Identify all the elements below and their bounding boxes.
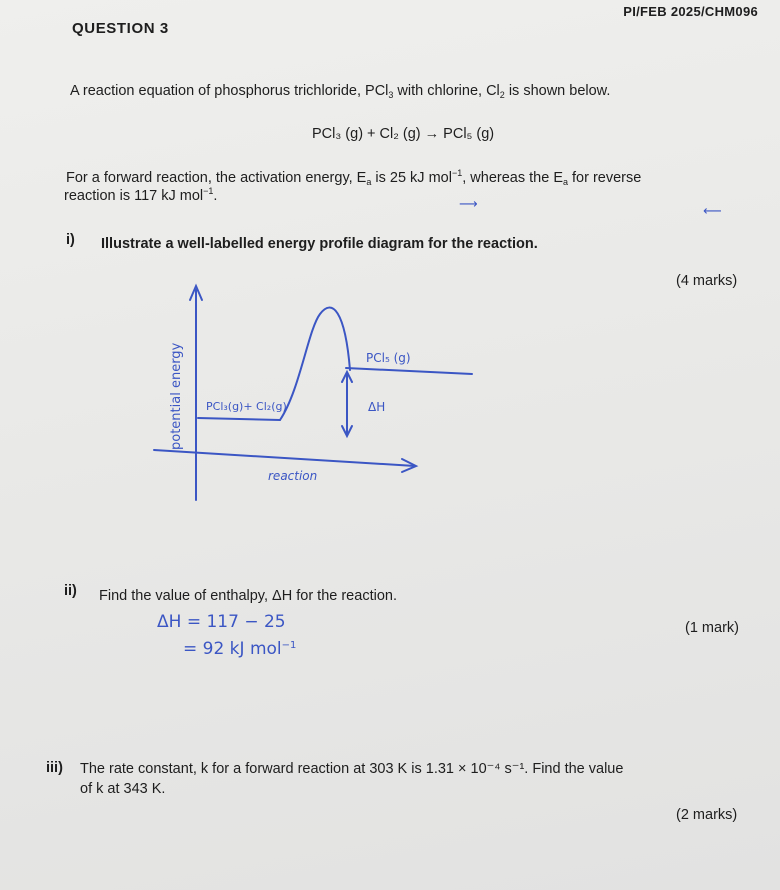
answer-line-1: ΔH = 117 − 25 [157, 612, 286, 632]
y-axis-label: potential energy [169, 342, 184, 450]
x-axis-line [154, 450, 415, 466]
part-iii-marks: (2 marks) [676, 807, 738, 823]
intro-line-1: A reaction equation of phosphorus trichloride, PCl$_3$ with chlorine, $Cl_2$ is shown below. [70, 83, 611, 100]
delta-h-label: ΔH [368, 400, 386, 414]
intro-line-3: reaction is 117 kJ mol$^{-1}$. [64, 186, 218, 204]
reactant-level [198, 418, 280, 420]
part-ii-label: ii) [64, 583, 77, 599]
part-ii-marks: (1 mark) [685, 620, 739, 636]
part-ii-text: Find the value of enthalpy, ΔH for the reaction. [99, 588, 397, 604]
answer-line-2: = 92 kJ mol$^{-1}$ [183, 639, 297, 659]
activation-curve [280, 308, 350, 420]
part-i-marks: (4 marks) [676, 273, 738, 289]
intro-line-2: For a forward reaction, the activation energy, $E_a$ is 25 kJ mol$^{-1}$, whereas the $E_a$ for reverse [66, 168, 642, 187]
part-iii-text-2: of k at 343 K. [80, 781, 166, 797]
reverse-arrow-mark: ⟵ [703, 203, 722, 218]
product-label: PCl₅ (g) [366, 351, 411, 365]
document-code: PI/FEB 2025/CHM096 [623, 4, 758, 19]
part-i-text: Illustrate a well-labelled energy profile diagram for the reaction. [101, 236, 538, 252]
product-level [346, 368, 472, 374]
reaction-equation: PCl₃ (g) + Cl₂ (g) → PCl₅ (g) [312, 126, 495, 142]
part-i-label: i) [66, 232, 75, 248]
forward-arrow-mark: ⟶ [459, 196, 478, 211]
energy-profile-diagram [140, 270, 500, 510]
reactant-label: PCl₃(g)+ Cl₂(g) [206, 400, 287, 413]
part-iii-text: The rate constant, k for a forward reaction at 303 K is 1.31 × 10⁻⁴ s⁻¹. Find the value [80, 761, 624, 777]
x-axis-label: reaction [268, 469, 318, 483]
part-iii-label: iii) [46, 760, 63, 776]
question-title: QUESTION 3 [72, 20, 169, 37]
